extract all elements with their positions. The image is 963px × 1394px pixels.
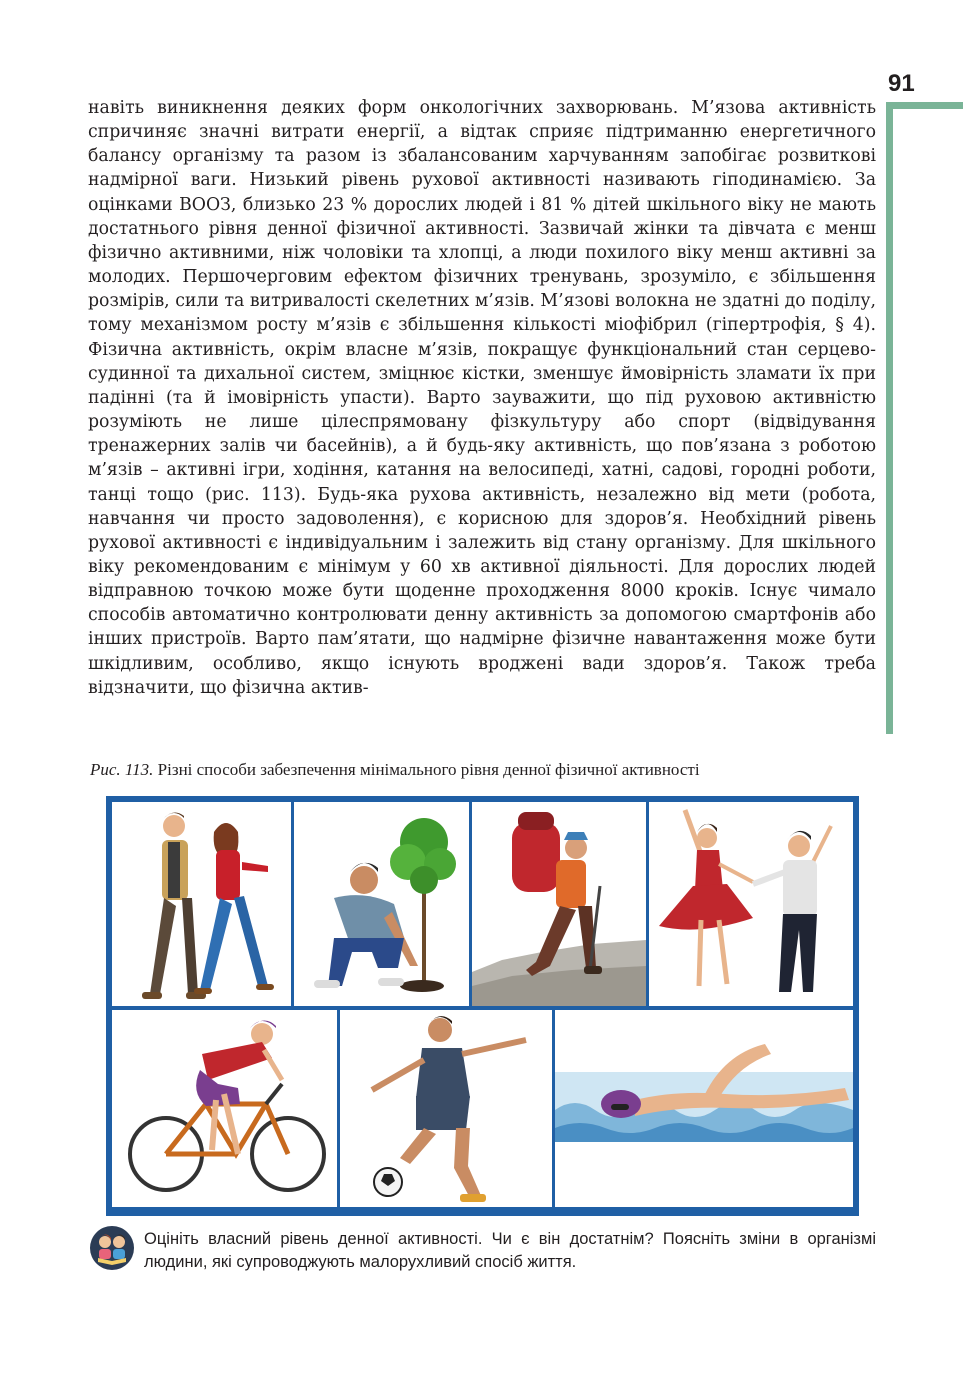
figure-number: Рис. 113.: [90, 760, 154, 779]
students-reading-icon: [90, 1226, 134, 1270]
figure-caption-text: Різні способи забезпечення мінімального рівня денної фізичної активності: [157, 760, 700, 779]
body-paragraph: навіть виникнення деяких форм онкологічних захворювань. М’язова активність спричиняє значні витрати енергії, а відтак сприяє підтриманню енергетичного балансу організму та разом із збалансованим харчуванням запобігає розвиткові надмірної ваги. Низький рівень рухової активності називають гіподинамією. За оцінками ВООЗ, близько 23 % дорослих людей і 81 % дітей шкільного віку не мають достатнього рівня денної фізичної активності. Зазвичай жінки та дівчата є менш фізично активними, ніж чоловіки та хлопці, а люди похилого віку менш активні за молодих. Першочерговим ефектом фізичних тренувань, зрозуміло, є збільшення розмірів, сили та витривалості скелетних м’язів. М’язові волокна не здатні до поділу, тому механізмом росту м’язів є збільшення кількості міофібрил (гіпертрофія, § 4). Фізична активність, окрім власне м’язів, покращує функціональний стан серцево-судинної та дихальної систем, зміцнює кістки, зменшує ймовірність зламати їх при падінні (та й імовірність упасти). Варто зауважити, що під руховою активністю розуміють не лише цілеспрямовану фізкультуру або спорт (відвідування тренажерних залів чи басейнів), а й будь-яку активність, що пов’язана з роботою м’язів – активні ігри, ходіння, катання на велосипеді, хатні, садові, городні роботи, танці тощо (рис. 113). Будь-яка рухова активність, незалежно від мети (робота, навчання чи просто задоволення), є корисною для здоров’я. Необхідний рівень рухової активності є індивідуальним і залежить від стану організму. Для шкільного віку рекомендованим є мінімум у 60 хв активної діяльності. Для дорослих людей відправною точкою може бути щоденне проходження 8000 кроків. Існує чимало способів автоматично контролювати денну активність за допомогою смартфонів або інших пристроїв. Варто пам’ятати, що надмірне фізичне навантаження може бути шкідливим, особливо, якщо існують вроджені вади здоров’я. Також треба відзначити, що фізична актив-: [88, 98, 876, 698]
figure-113: [106, 796, 859, 1216]
figure-caption: [90, 760, 870, 780]
swimming-illustration: [555, 1010, 853, 1207]
hiking-illustration: [472, 802, 646, 1006]
green-margin-rule-side: [886, 102, 893, 734]
planting-tree-illustration: [294, 802, 469, 1006]
task-text: Оцініть власний рівень денної активності. Чи є він достатнім? Поясніть зміни в організмі людини, які супроводжують малорухливий спосіб життя.: [144, 1230, 876, 1271]
green-margin-rule-top: [886, 102, 963, 109]
cycling-illustration: [112, 1010, 337, 1207]
walking-couple-illustration: [112, 802, 291, 1006]
football-illustration: [340, 1010, 552, 1207]
task-block: [90, 1226, 880, 1276]
dancing-couple-illustration: [649, 802, 853, 1006]
page-number: 91: [888, 70, 915, 97]
